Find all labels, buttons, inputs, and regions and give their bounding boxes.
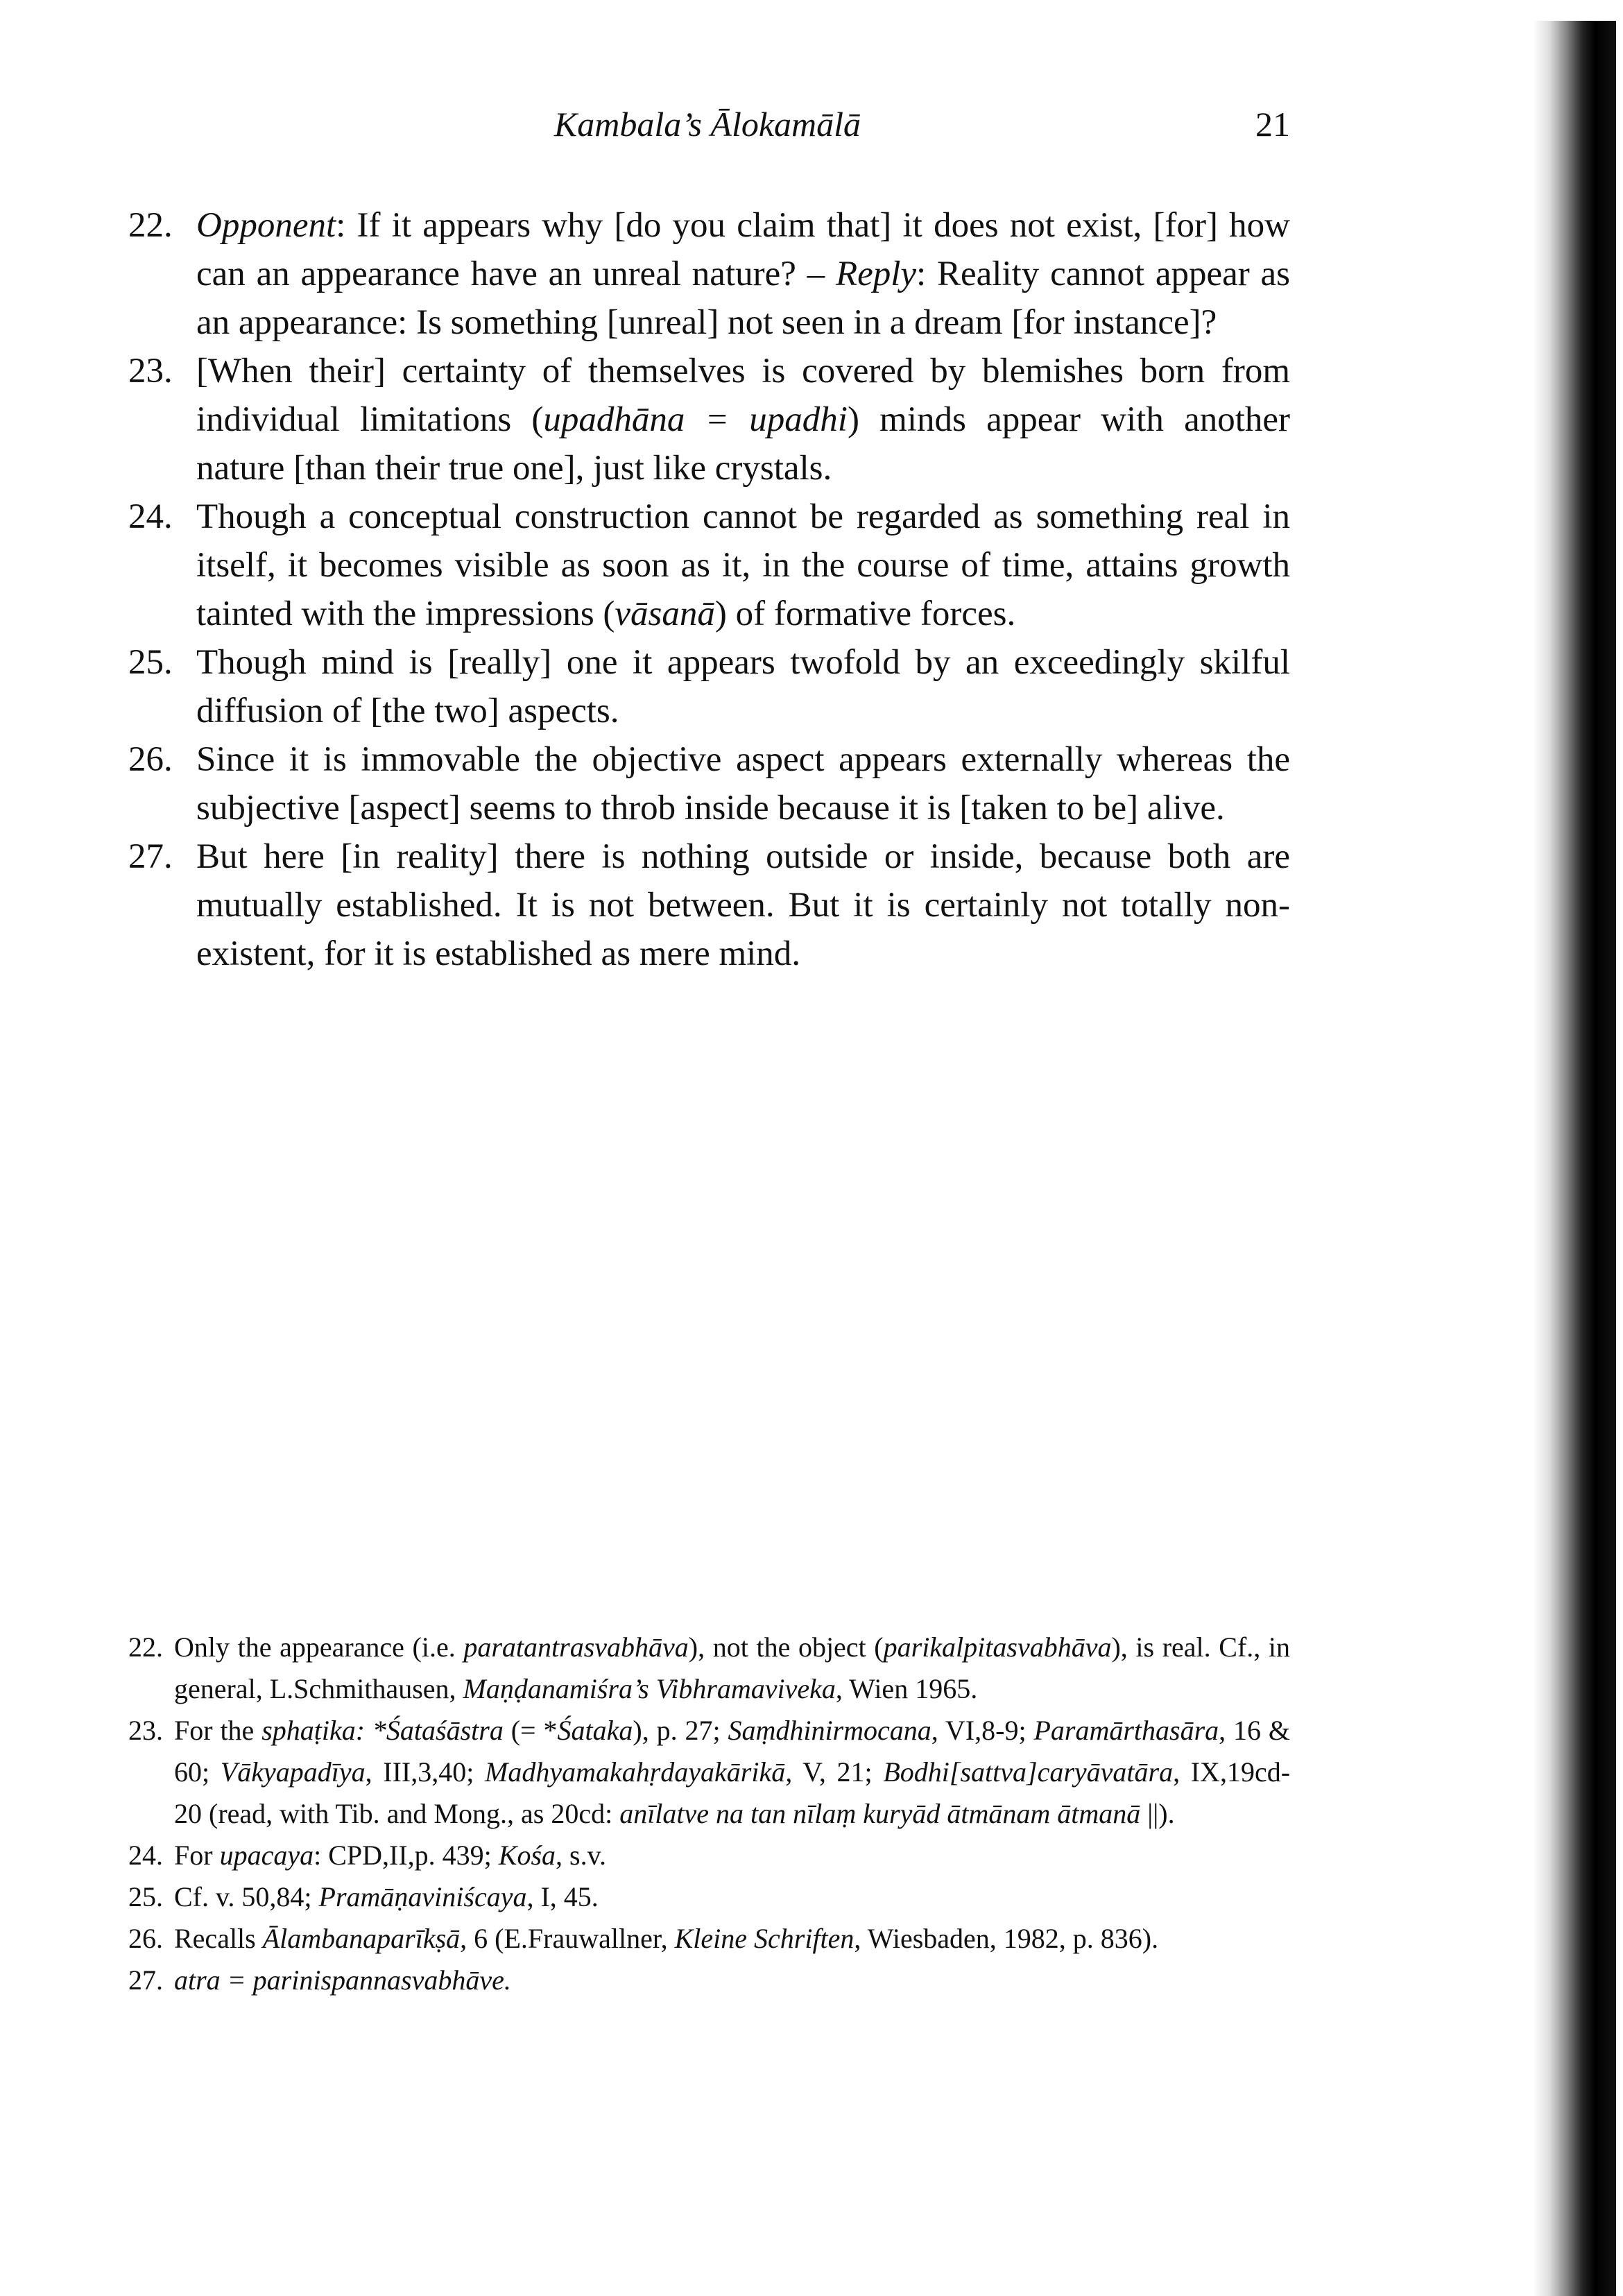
- text: V, 21;: [792, 1756, 884, 1788]
- text: , s.v.: [556, 1840, 606, 1871]
- footnote-number: 22.: [128, 1631, 163, 1663]
- verse-number: 23.: [128, 352, 173, 391]
- text: For: [174, 1840, 220, 1871]
- italic-text: Vākyapadīya: [220, 1756, 366, 1788]
- italic-text: Pramāṇaviniścaya: [318, 1881, 527, 1912]
- italic-text: anīlatve na tan nīlaṃ kuryād ātmānam ātmanā: [619, 1798, 1141, 1829]
- text: ) of formative forces.: [714, 594, 1016, 633]
- footnote-number: 24.: [128, 1840, 163, 1871]
- verse: [128, 638, 1290, 735]
- text: Cf. v. 50,84;: [174, 1881, 319, 1912]
- italic-text: upacaya: [219, 1840, 314, 1871]
- italic-text: atra = parinispannasvabhāve.: [174, 1964, 511, 1996]
- verse-number: 26.: [128, 740, 173, 779]
- italic-text: Saṃdhinirmocana: [728, 1715, 931, 1746]
- italic-text: Kleine Schriften: [674, 1923, 855, 1954]
- italic-text: sphaṭika: *Śataśāstra: [261, 1715, 504, 1746]
- text: ) minds appear with another nature [than their true one], just like crystals.: [196, 400, 1290, 488]
- running-title: Kambala’s Ālokamālā: [553, 105, 861, 144]
- footnote-number: 25.: [128, 1881, 163, 1912]
- footnote: [128, 1876, 1290, 1918]
- italic-text: Śataka: [557, 1715, 633, 1746]
- text: : CPD,II,p. 439;: [314, 1840, 499, 1871]
- text: , 16 & 60;: [174, 1715, 1291, 1788]
- scan-binding-shadow: [1533, 21, 1616, 2296]
- italic-text: upadhāna = upadhi: [543, 400, 848, 439]
- italic-text: Maṇḍanamiśra’s Vibhramaviveka: [463, 1673, 836, 1704]
- footnote-number: 23.: [128, 1715, 163, 1746]
- italic-text: vāsanā: [615, 594, 715, 633]
- text: , 6 (E.Frauwallner,: [460, 1923, 675, 1954]
- italic-text: Kośa: [498, 1840, 556, 1871]
- italic-text: parikalpitasvabhāva: [883, 1631, 1112, 1663]
- verse-list: [128, 201, 1290, 978]
- text: (= *: [503, 1715, 558, 1746]
- text: , III,3,40;: [365, 1756, 485, 1788]
- verse: [128, 347, 1290, 492]
- verse-number: 25.: [128, 643, 173, 682]
- text: But here [in reality] there is nothing outside or inside, because both are mutually established. It is not between. But it is certainly not totally non-existent, for it is established as mere mind.: [196, 837, 1290, 973]
- text: : Reality cannot appear as an appearance: Is something [unreal] not seen in a dream [for instance]?: [196, 255, 1290, 342]
- italic-text: Madhyamakahṛdayakārikā,: [485, 1756, 793, 1788]
- italic-text: Bodhi[sattva]caryāvatāra: [883, 1756, 1174, 1788]
- footnote-number: 27.: [128, 1964, 163, 1996]
- text: ), not the object (: [688, 1631, 884, 1663]
- italic-text: Ālambanaparīkṣā: [262, 1923, 461, 1954]
- footnotes: [128, 1627, 1290, 2001]
- text: Though mind is [really] one it appears twofold by an exceedingly skilful diffusion of [the two] aspects.: [196, 643, 1290, 730]
- text: , VI,8-9;: [931, 1715, 1034, 1746]
- text: Recalls: [174, 1923, 263, 1954]
- text: ), p. 27;: [633, 1715, 728, 1746]
- text: , Wiesbaden, 1982, p. 836).: [854, 1923, 1159, 1954]
- italic-text: paratantrasvabhāva: [463, 1631, 689, 1663]
- page-number: 21: [1255, 105, 1290, 144]
- text: For the: [174, 1715, 262, 1746]
- text: : If it appears why [do you claim that] it does not exist, [for] how can an appearance have an unreal nature? –: [196, 206, 1290, 293]
- italic-text: Opponent: [196, 206, 336, 245]
- italic-text: Reply: [835, 255, 917, 293]
- text: Though a conceptual construction cannot be regarded as something real in itself, it becomes visible as soon as it, in the course of time, attains growth tainted with the impressions (: [196, 497, 1290, 633]
- text: ), is real. Cf., in general, L.Schmithausen,: [174, 1631, 1290, 1704]
- footnote: [128, 1918, 1290, 1960]
- footnote: [128, 1710, 1290, 1835]
- text: [When their] certainty of themselves is covered by blemishes born from individual limitations (: [196, 352, 1290, 439]
- text: , Wien 1965.: [835, 1673, 978, 1704]
- verse-number: 27.: [128, 837, 173, 876]
- footnote: [128, 1627, 1290, 1710]
- verse: [128, 201, 1290, 347]
- footnote-number: 26.: [128, 1923, 163, 1954]
- verse-number: 22.: [128, 206, 173, 245]
- text: ||).: [1140, 1798, 1175, 1829]
- footnote: [128, 1835, 1290, 1876]
- verse: [128, 832, 1290, 978]
- text: Only the appearance (i.e.: [174, 1631, 464, 1663]
- verse: [128, 492, 1290, 638]
- footnote: [128, 1960, 1290, 2001]
- italic-text: Paramārthasāra: [1033, 1715, 1219, 1746]
- verse-number: 24.: [128, 497, 173, 536]
- running-header: [125, 104, 1290, 153]
- text: , I, 45.: [526, 1881, 599, 1912]
- text: Since it is immovable the objective aspect appears externally whereas the subjective [aspect] seems to throb inside because it is [taken to be] alive.: [196, 740, 1290, 828]
- verse: [128, 735, 1290, 832]
- text: , IX,19cd-20 (read, with Tib. and Mong., as 20cd:: [174, 1756, 1291, 1829]
